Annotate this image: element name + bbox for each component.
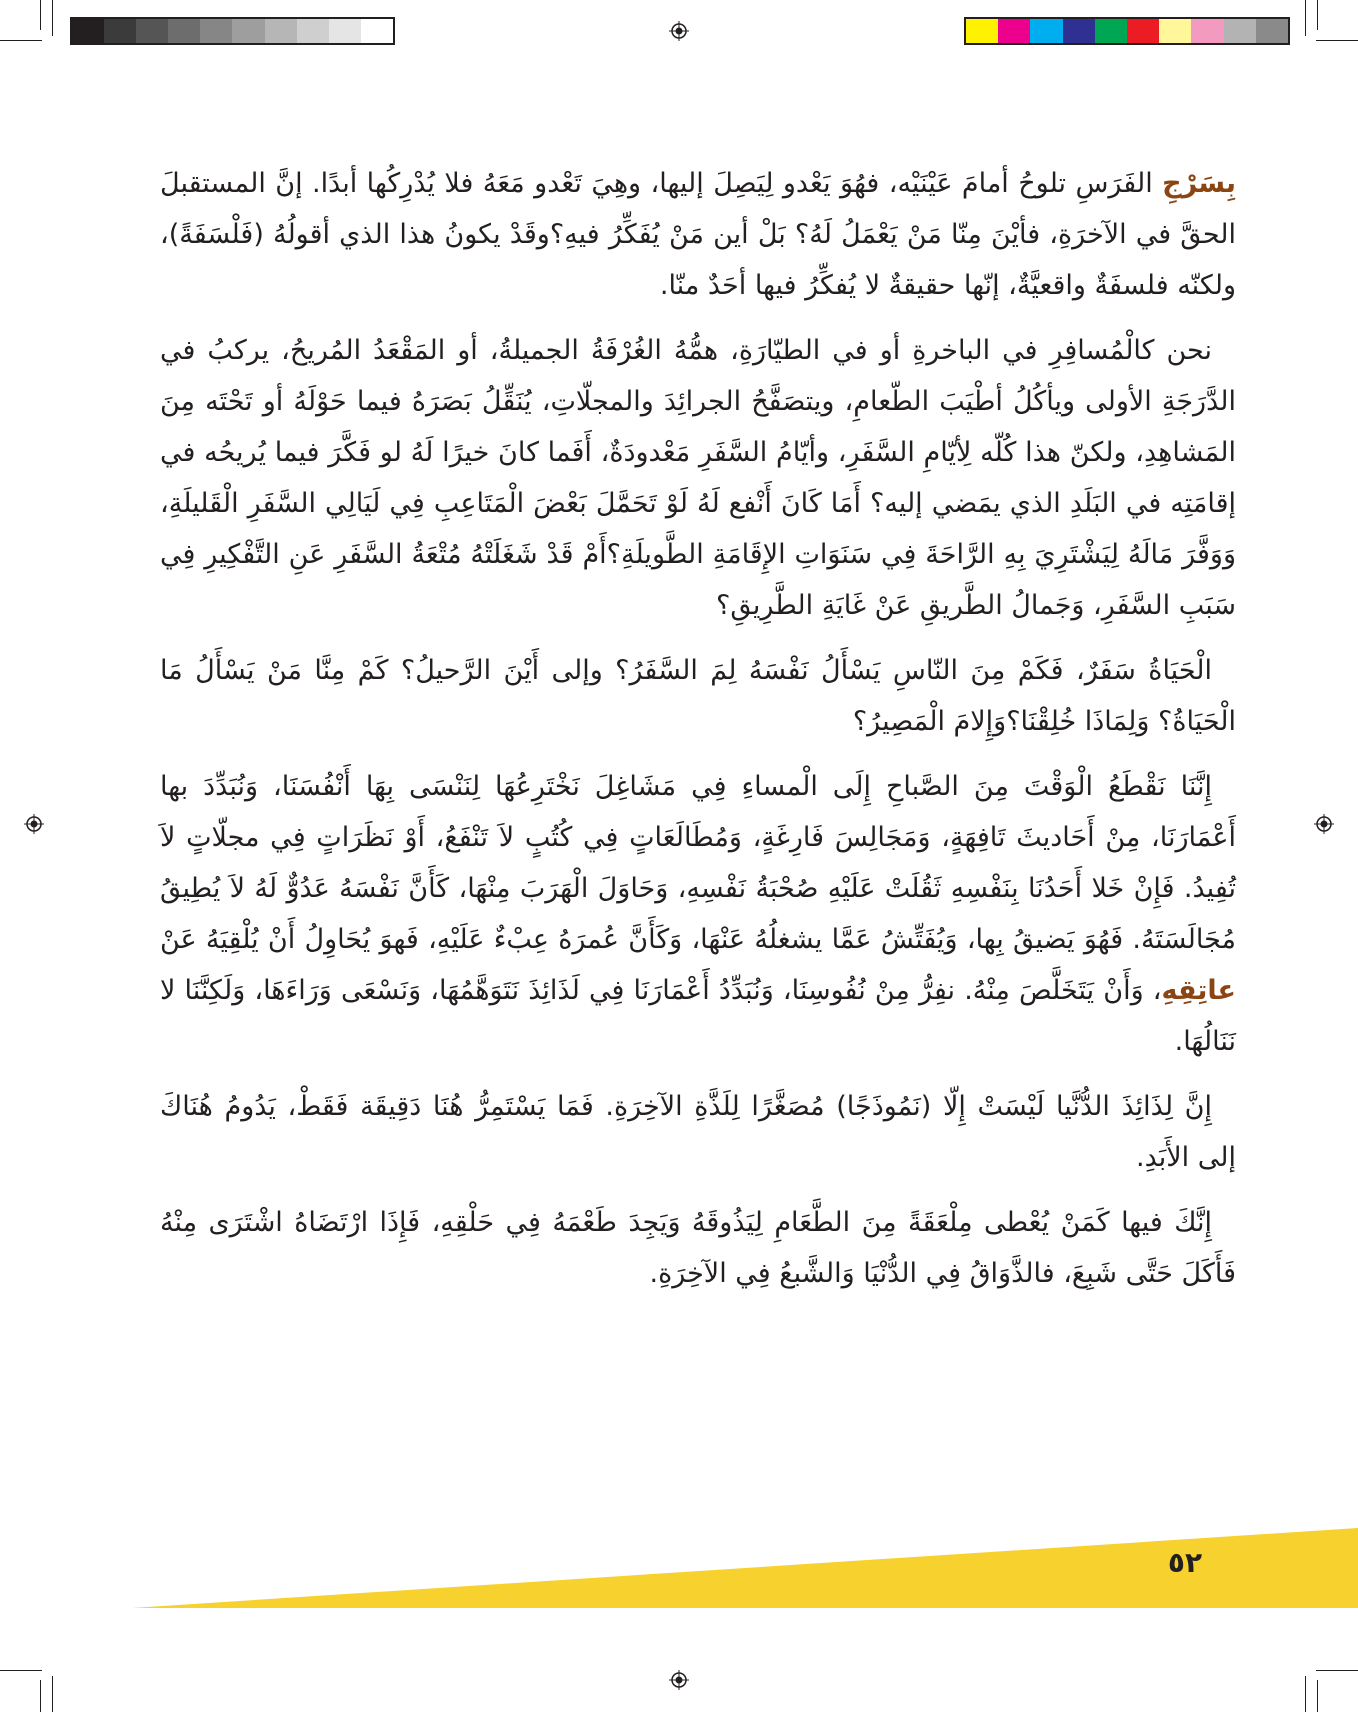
color-swatch <box>1159 19 1191 43</box>
registration-mark-icon <box>24 814 44 834</box>
color-swatch <box>1030 19 1062 43</box>
crop-mark <box>40 1680 41 1712</box>
color-swatch <box>104 19 136 43</box>
page-body-text <box>160 158 1236 1313</box>
registration-mark-icon <box>669 1670 689 1690</box>
paragraph-4 <box>160 761 1236 1067</box>
color-swatch <box>361 19 393 43</box>
crop-mark <box>0 40 42 41</box>
color-swatch <box>72 19 104 43</box>
highlighted-word: عاتِقِهِ <box>1161 975 1236 1006</box>
crop-mark <box>40 0 41 30</box>
crop-mark <box>1316 40 1358 41</box>
paragraph-3: الْحَيَاةُ سَفَرٌ، فَكَمْ مِنَ النّاسِ يَسْأَلُ نَفْسَهُ لِمَ السَّفَرُ؟ وإلى أَيْنَ الرَّحيلُ؟ كَمْ مِنَّا مَنْ يَسْأَلُ مَا الْحَيَاةُ؟ وَلِمَاذَا خُلِقْنَا؟وَإِلامَ الْمَصِيرُ؟ <box>160 655 1236 737</box>
color-swatch <box>232 19 264 43</box>
page-number: ٥٢ <box>1167 1546 1203 1579</box>
color-swatch <box>329 19 361 43</box>
paragraph-text: الفَرَسِ تلوحُ أمامَ عَيْنَيْه، فهُوَ يَعْدو لِيَصِلَ إليها، وهِيَ تَعْدو مَعَهُ فلا يُدْرِكُها أبدًا. إنَّ المستقبلَ الحقَّ في الآخرَةِ، فأيْنَ مِنّا مَنْ يَعْمَلُ لَهُ؟ بَلْ أين مَنْ يُفَكِّرُ فيهِ؟وقَدْ يكونُ هذا الذي أقولُهُ (فَلْسَفَةً)، ولكنّه فلسفَةٌ واقعيَّةٌ، إنّها حقيقةٌ لا يُفكِّرُ فيها أحَدٌ منّا. <box>160 168 1236 301</box>
paragraph-text: إِنَّنَا نَقْطَعُ الْوَقْتَ مِنَ الصَّباحِ إِلَى الْمساءِ فِي مَشَاغِلَ نَخْتَرِعُهَا لِنَنْسَى بِهَا أَنْفُسَنَا، وَنُبَدِّدَ بها أَعْمَارَنَا، مِنْ أَحَاديثَ تَافِهَةٍ، وَمَجَالِسَ فَارِغَةٍ، وَمُطَالَعَاتٍ فِي كُتُبٍ لاَ تَنْفَعُ، أَوْ نَظَرَاتٍ فِي مجلّاتٍ لاَ تُفِيدُ. فَإِنْ خَلا أَحَدُنَا بِنَفْسِهِ ثَقُلَتْ عَلَيْهِ صُحْبَةُ نَفْسِهِ، وَحَاوَلَ الْهَرَبَ مِنْهَا، كَأَنَّ نَفْسَهُ عَدُوٌّ لَهُ لاَ يُطِيقُ مُجَالَسَتَهُ. فَهُوَ يَضيقُ بِها، وَيُفَتِّشُ عَمَّا يشغلُهُ عَنْهَا، وَكَأَنَّ عُمرَهُ عِبْءٌ عَلَيْهِ، فَهوَ يُحَاوِلُ أَنْ يُلْقِيَهُ عَنْ <box>160 771 1236 955</box>
highlighted-word: بِسَرْجِ <box>1162 168 1236 199</box>
registration-mark-icon <box>669 21 689 41</box>
paragraph-text: ، وَأَنْ يَتَخَلَّصَ مِنْهُ. نفِرُّ مِنْ نُفُوسِنَا، وَنُبَدِّدُ أَعْمَارَنَا فِي لَذَائِذَ نَتَوَهَّمُهَا، وَنَسْعَى وَرَاءَهَا، وَلَكِنَّنَا لا نَنَالُهَا. <box>160 975 1236 1057</box>
crop-mark <box>1305 1676 1306 1712</box>
paragraph-1 <box>160 158 1236 311</box>
paragraph-5: إِنَّ لِذَائِذَ الدُّنَّيا لَيْسَتْ إِلّا (نَمُوذَجًا) مُصَغَّرًا لِلَذَّةِ الآخِرَةِ. فَمَا يَسْتَمِرُّ هُنَا دَقِيقَة فَقَطْ، يَدُومُ هُنَاكَ إلى الأَبَدِ. <box>160 1091 1236 1173</box>
color-swatch <box>998 19 1030 43</box>
paragraph-2: نحن كالْمُسافِرِ في الباخرةِ أو في الطيّارَةِ، همُّهُ الغُرْفَةُ الجميلةُ، أو المَقْعَدُ المُريحُ، يركبُ في الدَّرَجَةِ الأولى ويأكُلُ أطْيَبَ الطّعامِ، ويتصَفَّحُ الجرائِدَ والمجلّاتِ، يُنَقِّلُ بَصَرَهُ فيما حَوْلَهُ أو تَحْتَه مِنَ المَشاهِدِ، ولكنّ هذا كُلّه لِأيّامِ السَّفَرِ، وأيّامُ السَّفَرِ مَعْدودَةٌ، أَفَما كانَ خيرًا لَهُ لو فَكَّرَ فيما يُريحُه في إقامَتِه في البَلَدِ الذي يمَضي إليه؟ أَمَا كَانَ أَنْفع لَهُ لَوْ تَحَمَّلَ بَعْضَ الْمَتَاعِبِ فِي لَيَالِي السَّفَرِ الْقَليلَةِ، وَوَفَّرَ مَالَهُ لِيَشْتَرِيَ بِهِ الرَّاحَةَ فِي سَنَوَاتِ الإِقَامَةِ الطَّويلَةِ؟أَمْ قَدْ شَغَلَتْهُ مُتْعَةُ السَّفَرِ عَنِ التَّفْكِيرِ فِي سَبَبِ السَّفَرِ، وَجَمالُ الطَّريقِ عَنْ غَايَةِ الطَّرِيقِ؟ <box>160 335 1236 621</box>
crop-mark <box>1317 1680 1318 1712</box>
color-swatch <box>1191 19 1223 43</box>
registration-mark-icon <box>1314 814 1334 834</box>
color-swatch <box>168 19 200 43</box>
crop-mark <box>52 1676 53 1712</box>
grayscale-color-bar <box>70 17 395 45</box>
color-swatch <box>136 19 168 43</box>
color-swatch <box>1256 19 1288 43</box>
color-swatch <box>1224 19 1256 43</box>
color-swatch <box>1095 19 1127 43</box>
color-swatch <box>1063 19 1095 43</box>
color-swatch <box>966 19 998 43</box>
crop-mark <box>1316 1670 1358 1671</box>
color-swatch <box>1127 19 1159 43</box>
crop-mark <box>1305 0 1306 36</box>
crop-mark <box>1317 0 1318 30</box>
color-swatch <box>265 19 297 43</box>
color-swatch <box>297 19 329 43</box>
paragraph-6: إِنَّكَ فيها كَمَنْ يُعْطى مِلْعَقَةً مِنَ الطَّعَامِ لِيَذُوقَهُ وَيَجِدَ طَعْمَهُ فِي حَلْقِهِ، فَإِذَا ارْتَضَاهُ اشْتَرَى مِنْهُ فَأَكَلَ حَتَّى شَبِعَ، فالذَّوَاقُ فِي الدُّنْيَا وَالشَّبعُ فِي الآخِرَةِ. <box>160 1207 1236 1289</box>
color-swatch <box>200 19 232 43</box>
cmyk-color-bar <box>964 17 1290 45</box>
crop-mark <box>0 1670 42 1671</box>
crop-mark <box>52 0 53 36</box>
